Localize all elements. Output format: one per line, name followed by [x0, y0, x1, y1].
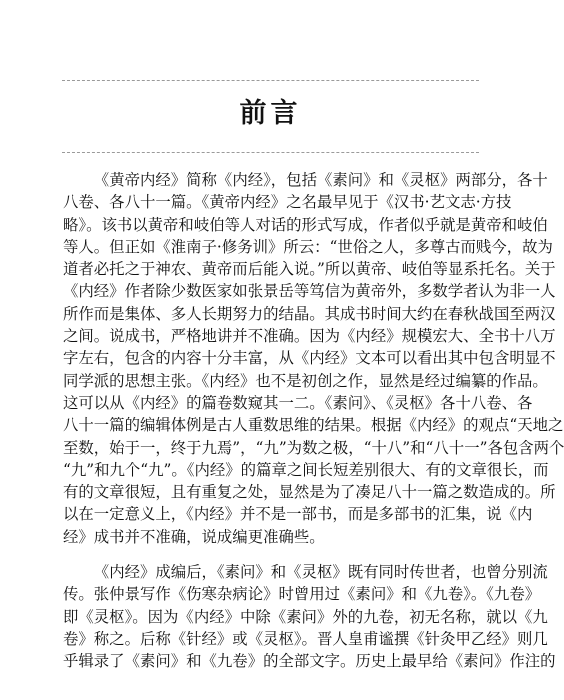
text-line: 传。张仲景写作《伤寒杂病论》时曾用过《素问》和《九卷》。《九卷》: [63, 585, 541, 604]
text-line: 八卷、各八十一篇。《黄帝内经》之名最早见于《汉书·艺文志·方技: [63, 193, 512, 212]
text-line: 道者必托之于神农、黄帝而后能入说。”所以黄帝、岐伯等显系托名。关于: [63, 260, 556, 279]
text-line: 《内经》作者除少数医家如张景岳等笃信为黄帝外，多数学者认为非一人: [63, 282, 556, 301]
text-line: 略》。该书以黄帝和岐伯等人对话的形式写成，作者似乎就是黄帝和岐伯: [63, 215, 548, 234]
paragraph: [63, 561, 556, 672]
text-line: 至数，始于一，终于九焉”，“九”为数之极，“十八”和“八十一”各包含两个: [63, 438, 564, 457]
text-line: 字左右，包含的内容十分丰富，从《内经》文本可以看出其中包含明显不: [63, 349, 556, 368]
text-line: 即《灵枢》。因为《内经》中除《素问》外的九卷，初无名称，就以《九: [63, 607, 548, 626]
text-line: 同学派的思想主张。《内经》也不是初创之作，显然是经过编纂的作品。: [63, 371, 548, 390]
bottom-divider: [62, 152, 479, 153]
text-line: 卷》称之。后称《针经》或《灵枢》。晋人皇甫谧撰《针灸甲乙经》则几: [63, 629, 548, 648]
text-line: 所作而是集体、多人长期努力的结晶。其成书时间大约在春秋战国至两汉: [63, 304, 556, 323]
text-line: 这可以从《内经》的篇卷数窥其一二。《素问》、《灵枢》各十八卷、各: [63, 393, 533, 412]
text-line: 《内经》成编后，《素问》和《灵枢》既有同时传世者，也曾分别流: [93, 563, 548, 582]
preface-body: [63, 169, 564, 673]
page-title: 前言: [239, 98, 302, 129]
text-line: 乎辑录了《素问》和《九卷》的全部文字。历史上最早给《素问》作注的: [63, 652, 556, 671]
paragraph: [63, 169, 564, 548]
text-line: 等人。但正如《淮南子·修务训》所云：“世俗之人，多尊古而贱今，故为: [63, 237, 553, 256]
text-line: 八十一篇的编辑体例是古人重数思维的结果。根据《内经》的观点“天地之: [63, 416, 564, 435]
text-line: “九”和九个“九”。《内经》的篇章之间长短差别很大、有的文章很长，而: [63, 460, 549, 479]
text-line: 有的文章很短，且有重复之处，显然是为了凑足八十一篇之数造成的。所: [63, 483, 556, 502]
text-line: 以在一定意义上，《内经》并不是一部书，而是多部书的汇集，说《内: [63, 505, 533, 524]
paragraph-gap: [63, 548, 477, 561]
text-line: 《黄帝内经》简称《内经》，包括《素问》和《灵枢》两部分，各十: [93, 171, 548, 189]
text-line: 经》成书并不准确，说成编更准确些。: [63, 527, 325, 546]
top-divider: [62, 80, 479, 81]
text-line: 之间。说成书，严格地讲并不准确。因为《内经》规模宏大、全书十八万: [63, 327, 556, 346]
